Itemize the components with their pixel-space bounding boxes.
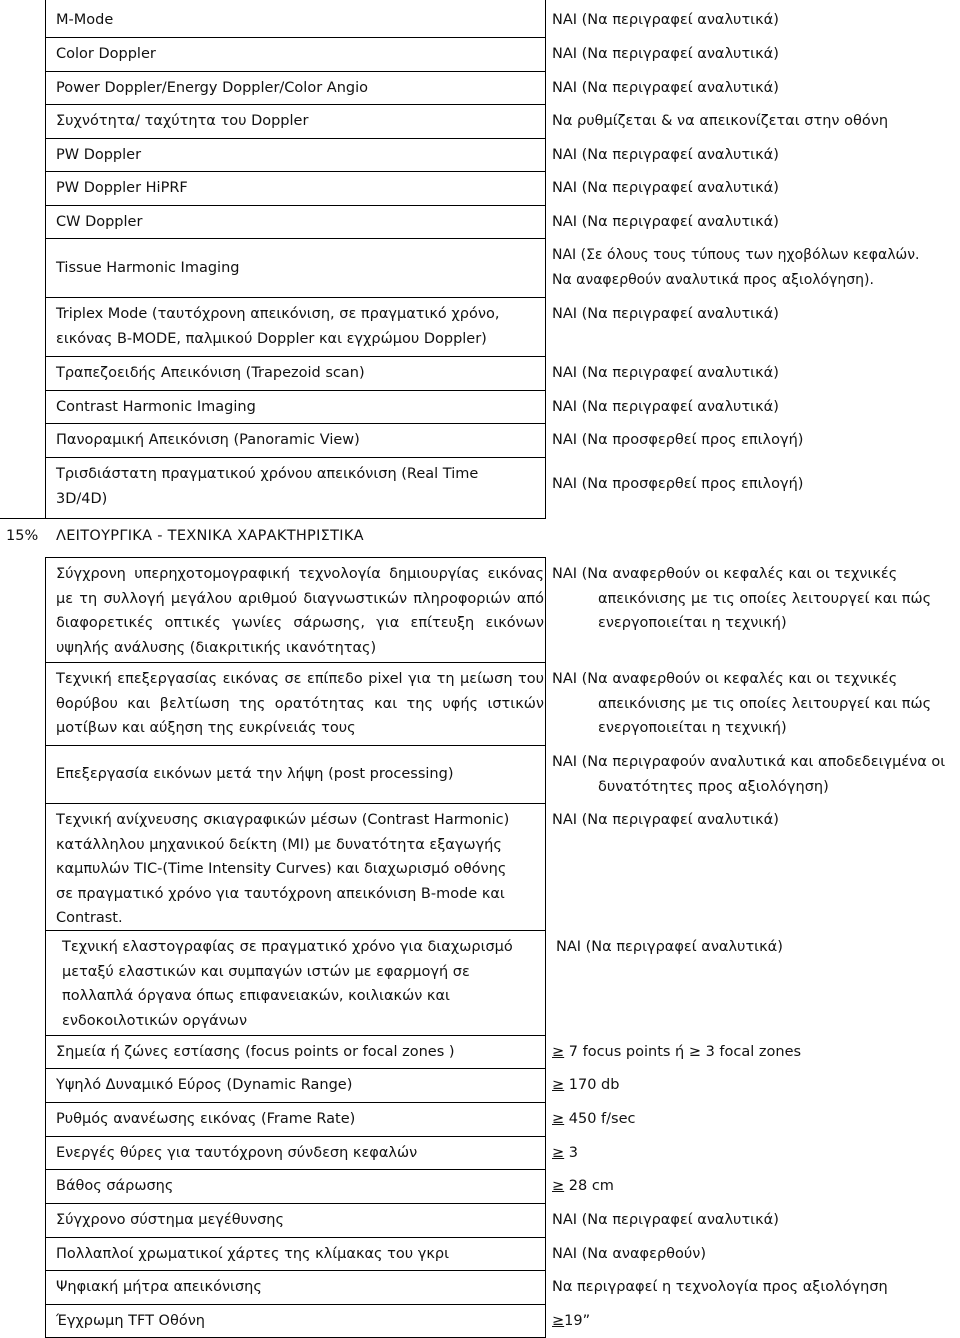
- greater-equal-icon: ≥: [552, 1077, 565, 1093]
- grid-line: [45, 745, 546, 746]
- feature-cell: Υψηλό Δυναμικό Εύρος (Dynamic Range): [56, 1077, 353, 1093]
- requirement-cell: ΝΑΙ (Να αναφερθούν οι κεφαλές και οι τεχνικές απεικόνισης με τις οποίες λειτουργεί και πώς ενεργοποιείται η τεχνική): [552, 671, 932, 736]
- feature-cell: Tissue Harmonic Imaging: [56, 260, 240, 276]
- greater-equal-icon: ≥: [552, 1178, 565, 1194]
- requirement-cell: ΝΑΙ (Να περιγραφεί αναλυτικά): [552, 12, 779, 28]
- grid-line: [45, 390, 546, 391]
- grid-line: [45, 205, 546, 206]
- grid-line: [45, 1035, 546, 1036]
- grid-line: [545, 557, 546, 1338]
- grid-line: [0, 518, 546, 519]
- section-weight: 15%: [6, 528, 39, 544]
- requirement-cell: ΝΑΙ (Να περιγραφεί αναλυτικά): [552, 214, 779, 230]
- grid-line: [45, 0, 46, 518]
- greater-equal-icon: ≥: [552, 1313, 565, 1329]
- requirement-cell: Να περιγραφεί η τεχνολογία προς αξιολόγηση: [552, 1279, 888, 1295]
- feature-cell: Επεξεργασία εικόνων μετά την λήψη (post processing): [56, 766, 454, 782]
- grid-line: [45, 71, 546, 72]
- grid-line: [45, 1136, 546, 1137]
- grid-line: [45, 1270, 546, 1271]
- requirement-cell: ΝΑΙ (Να αναφερθούν οι κεφαλές και οι τεχνικές απεικόνισης με τις οποίες λειτουργεί και πώς ενεργοποιείται η τεχνική): [552, 566, 932, 631]
- feature-cell: Βάθος σάρωσης: [56, 1178, 174, 1194]
- feature-cell: Τεχνική ανίχνευσης σκιαγραφικών μέσων (Contrast Harmonic) κατάλληλου μηχανικού δείκτη (MI) με δυνατότητα εξαγωγής καμπυλών TIC-(Time Intensity Curves) και διαχωρισμό οθόνης σε πραγματικό χρόνο για ταυτόχρονη απεικόνιση B-mode και Contrast.: [56, 812, 510, 926]
- feature-cell: Color Doppler: [56, 46, 156, 62]
- requirement-cell: ΝΑΙ (Να προσφερθεί προς επιλογή): [552, 476, 804, 492]
- grid-line: [45, 356, 546, 357]
- requirement-cell: ΝΑΙ (Να περιγραφεί αναλυτικά): [552, 812, 779, 828]
- requirement-cell: ΝΑΙ (Να περιγραφεί αναλυτικά): [552, 306, 779, 322]
- feature-cell: Τρισδιάστατη πραγματικού χρόνου απεικόνιση (Real Time 3D/4D): [56, 466, 479, 507]
- requirement-cell: ≥ 28 cm: [552, 1178, 614, 1194]
- requirement-cell: Να ρυθμίζεται & να απεικονίζεται στην οθόνη: [552, 113, 889, 129]
- grid-line: [45, 1237, 546, 1238]
- requirement-cell: ΝΑΙ (Να περιγραφούν αναλυτικά και αποδεδειγμένα οι δυνατότητες προς αξιολόγηση): [552, 754, 946, 795]
- grid-line: [45, 803, 546, 804]
- requirement-cell: ≥ 170 db: [552, 1077, 620, 1093]
- feature-cell: Power Doppler/Energy Doppler/Color Angio: [56, 80, 368, 96]
- feature-cell: Πολλαπλοί χρωματικοί χάρτες της κλίμακας του γκρι: [56, 1246, 450, 1262]
- requirement-cell: ΝΑΙ (Να περιγραφεί αναλυτικά): [552, 180, 779, 196]
- feature-cell: Σύγχρονη υπερηχοτομογραφική τεχνολογία δημιουργίας εικόνας με τη συλλογή μεγάλου αριθμού διαγνωστικών πληροφοριών από διαφορετικές οπτικές γωνίες σάρωσης, για επίτευξη εικόνων υψηλής ανάλυσης (διακριτικής ικανότητας): [56, 566, 544, 656]
- grid-line: [45, 238, 546, 239]
- grid-line: [545, 0, 546, 518]
- feature-cell: Πανοραμική Απεικόνιση (Panoramic View): [56, 432, 360, 448]
- requirement-cell: ΝΑΙ (Να προσφερθεί προς επιλογή): [552, 432, 804, 448]
- grid-line: [45, 662, 546, 663]
- feature-cell: Ρυθμός ανανέωσης εικόνας (Frame Rate): [56, 1111, 356, 1127]
- grid-line: [45, 930, 546, 931]
- feature-cell: M-Mode: [56, 12, 114, 28]
- requirement-cell: ≥19”: [552, 1313, 591, 1329]
- feature-cell: Contrast Harmonic Imaging: [56, 399, 256, 415]
- requirement-cell: ΝΑΙ (Να περιγραφεί αναλυτικά): [552, 46, 779, 62]
- grid-line: [45, 1304, 546, 1305]
- grid-line: [45, 37, 546, 38]
- grid-line: [45, 1068, 546, 1069]
- grid-line: [45, 104, 546, 105]
- grid-line: [45, 1102, 546, 1103]
- feature-cell: Τεχνική ελαστογραφίας σε πραγματικό χρόνο για διαχωρισμό μεταξύ ελαστικών και συμπαγών ιστών με εφαρμογή σε πολλαπλά όργανα όπως επιφανειακών, κοιλιακών και ενδοκοιλοτικών οργάνων: [62, 939, 513, 1029]
- greater-equal-icon: ≥: [552, 1145, 565, 1161]
- greater-equal-icon: ≥: [552, 1044, 565, 1060]
- feature-cell: Σημεία ή ζώνες εστίασης (focus points or focal zones ): [56, 1044, 455, 1060]
- feature-cell: Τραπεζοειδής Απεικόνιση (Trapezoid scan): [56, 365, 365, 381]
- greater-equal-icon: ≥: [552, 1111, 565, 1127]
- feature-cell: PW Doppler: [56, 147, 142, 163]
- feature-cell: Συχνότητα/ ταχύτητα του Doppler: [56, 113, 309, 129]
- requirement-cell: ΝΑΙ (Να περιγραφεί αναλυτικά): [552, 80, 779, 96]
- feature-cell: CW Doppler: [56, 214, 143, 230]
- feature-cell: Ψηφιακή μήτρα απεικόνισης: [56, 1279, 262, 1295]
- section-title: ΛΕΙΤΟΥΡΓΙΚΑ - ΤΕΧΝΙΚΑ ΧΑΡΑΚΤΗΡΙΣΤΙΚΑ: [56, 528, 364, 544]
- requirement-cell: ΝΑΙ (Να περιγραφεί αναλυτικά): [556, 939, 783, 955]
- feature-cell: Triplex Mode (ταυτόχρονη απεικόνιση, σε πραγματικό χρόνο, εικόνας B-MODE, παλμικού Doppler και εγχρώμου Doppler): [56, 306, 500, 347]
- feature-cell: Ενεργές θύρες για ταυτόχρονη σύνδεση κεφαλών: [56, 1145, 418, 1161]
- requirement-cell: ΝΑΙ (Να αναφερθούν): [552, 1246, 707, 1262]
- feature-cell: PW Doppler HiPRF: [56, 180, 188, 196]
- grid-line: [45, 557, 546, 558]
- grid-line: [45, 138, 546, 139]
- grid-line: [45, 457, 546, 458]
- grid-line: [45, 423, 546, 424]
- feature-cell: Σύγχρονο σύστημα μεγέθυνσης: [56, 1212, 284, 1228]
- requirement-cell: ≥ 450 f/sec: [552, 1111, 636, 1127]
- requirement-cell: ≥ 7 focus points ή ≥ 3 focal zones: [552, 1044, 802, 1060]
- grid-line: [45, 557, 46, 1338]
- requirement-cell: ΝΑΙ (Να περιγραφεί αναλυτικά): [552, 365, 779, 381]
- feature-cell: Έγχρωμη TFT Οθόνη: [56, 1313, 206, 1329]
- requirement-cell: ΝΑΙ (Σε όλους τους τύπους των ηχοβόλων κεφαλών. Να αναφερθούν αναλυτικά προς αξιολόγηση).: [552, 247, 920, 288]
- requirement-cell: ≥ 3: [552, 1145, 578, 1161]
- requirement-cell: ΝΑΙ (Να περιγραφεί αναλυτικά): [552, 1212, 779, 1228]
- requirement-cell: ΝΑΙ (Να περιγραφεί αναλυτικά): [552, 399, 779, 415]
- requirement-cell: ΝΑΙ (Να περιγραφεί αναλυτικά): [552, 147, 779, 163]
- feature-cell: Τεχνική επεξεργασίας εικόνας σε επίπεδο pixel για τη μείωση του θορύβου και βελτίωση της ορατότητας και της υφής ιστικών μοτίβων και αύξηση της ευκρίνειάς τους: [56, 671, 544, 736]
- grid-line: [45, 1203, 546, 1204]
- grid-line: [45, 297, 546, 298]
- grid-line: [45, 171, 546, 172]
- grid-line: [45, 1169, 546, 1170]
